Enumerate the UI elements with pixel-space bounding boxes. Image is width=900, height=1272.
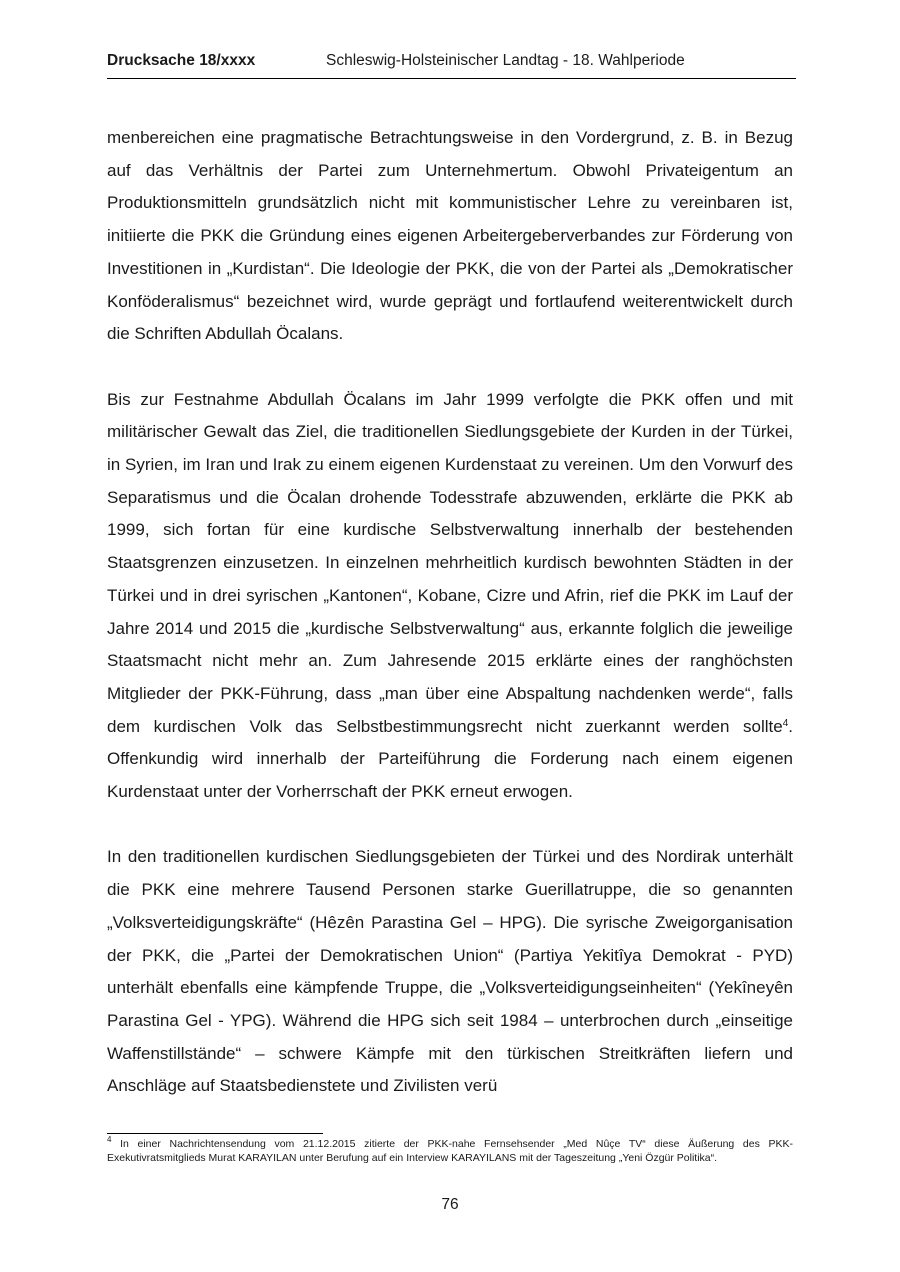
document-id: Drucksache 18/xxxx [107, 52, 256, 69]
page-number: 76 [441, 1196, 459, 1213]
page-header [107, 52, 796, 79]
paragraph-2-text-end: . Offenkundig wird innerhalb der Parteiführung die Forderung nach einem eigenen Kurdenstaat unter der Vorherrschaft der PKK erneut erwogen. [107, 716, 793, 802]
footnote-number: 4 [107, 1135, 112, 1144]
paragraph-1: menbereichen eine pragmatische Betrachtungsweise in den Vordergrund, z. B. in Bezug auf das Verhältnis der Partei zum Unternehmertum. Obwohl Privateigentum an Produktionsmitteln grundsätzlich nicht mit kommunistischer Lehre zu vereinbaren ist, initiierte die PKK die Gründung eines eigenen Arbeitergeberverbandes zur Förderung von Investitionen in „Kurdistan“. Die Ideologie der PKK, die von der Partei als „Demokratischer Konföderalismus“ bezeichnet wird, wurde geprägt und fortlaufend weiterentwickelt durch die Schriften Abdullah Öcalans. [107, 128, 793, 344]
footnote-reference[interactable]: 4 [782, 717, 789, 729]
paragraph-2-text-start: Bis zur Festnahme Abdullah Öcalans im Jahr 1999 verfolgte die PKK offen und mit militärischer Gewalt das Ziel, die traditionellen Siedlungsgebiete der Kurden in der Türkei, in Syrien, im Iran und Irak zu einem eigenen Kurdenstaat zu vereinen. Um den Vorwurf des Separatismus und die Öcalan drohende Todesstrafe abzuwenden, erklärte die PKK ab 1999, sich fortan für eine kurdische Selbstverwaltung innerhalb der bestehenden Staatsgrenzen einzusetzen. In einzelnen mehrheitlich kurdisch bewohnten Städten in der Türkei und in drei syrischen „Kantonen“, Kobane, Cizre und Afrin, rief die PKK im Lauf der Jahre 2014 und 2015 die „kurdische Selbstverwaltung“ aus, erkannte folglich die jeweilige Staatsmacht nicht mehr an. Zum Jahresende 2015 erklärte eines der ranghöchsten Mitglieder der PKK-Führung, dass „man über eine Abspaltung nachdenken werde“, falls dem kurdischen Volk das Selbstbestimmungsrecht nicht zuerkannt werden sollte [107, 389, 793, 736]
paragraph-2 [107, 384, 793, 809]
paragraph-3: In den traditionellen kurdischen Siedlungsgebieten der Türkei und des Nordirak unterhält die PKK eine mehrere Tausend Personen starke Guerillatruppe, die so genannten „Volksverteidigungskräfte“ (Hêzên Parastina Gel – HPG). Die syrische Zweigorganisation der PKK, die „Partei der Demokratischen Union“ (Partiya Yekitîya Demokrat - PYD) unterhält ebenfalls eine kämpfende Truppe, die „Volksverteidigungseinheiten“ (Yekîneyên Parastina Gel - YPG). Während die HPG sich seit 1984 – unterbrochen durch „einseitige Waffenstillstände“ – schwere Kämpfe mit den türkischen Streitkräften liefern und Anschläge auf Staatsbedienstete und Zivilisten verü [107, 847, 793, 1096]
footnote-separator [107, 1133, 323, 1134]
footnote [107, 1135, 793, 1165]
footnote-text: In einer Nachrichtensendung vom 21.12.2015 zitierte der PKK-nahe Fernsehsender „Med Nûçe TV“ diese Äußerung des PKK-Exekutivratsmitglieds Murat KARAYILAN unter Berufung auf ein Interview KARAYILANS mit der Tageszeitung „Yeni Özgür Politika“. [107, 1138, 793, 1164]
body-text [107, 122, 793, 1103]
parliament-title: Schleswig-Holsteinischer Landtag - 18. Wahlperiode [326, 52, 685, 69]
